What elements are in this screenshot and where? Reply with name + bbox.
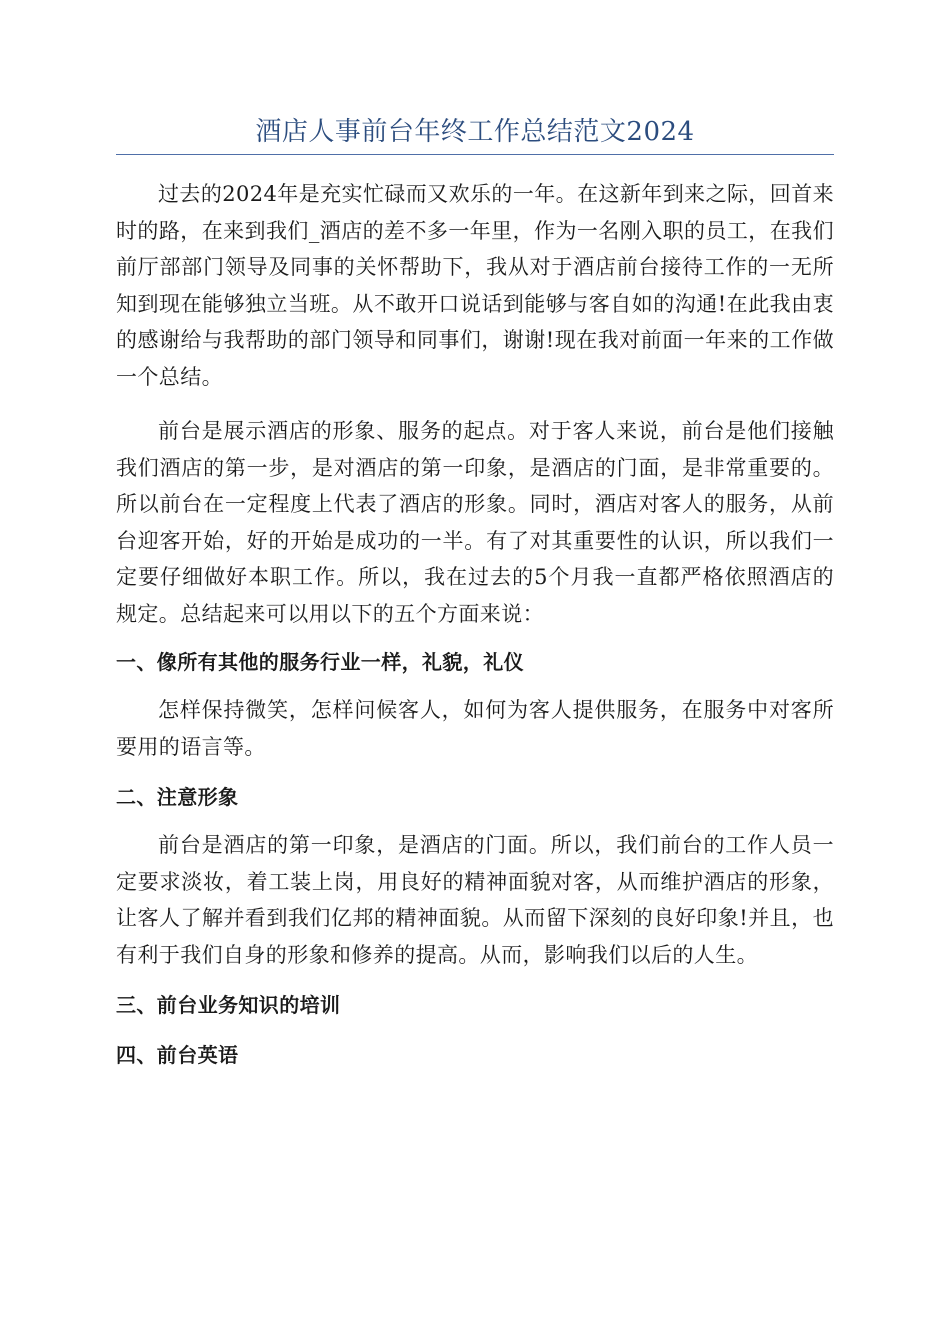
document-title: 酒店人事前台年终工作总结范文2024 [255,117,695,147]
document-body [116,176,834,1073]
title-underline [116,154,834,155]
front-desk-paragraph: 前台是展示酒店的形象、服务的起点。对于客人来说，前台是他们接触我们酒店的第一步，是对酒店的第一印象，是酒店的门面，是非常重要的。所以前台在一定程度上代表了酒店的形象。同时，酒店对客人的服务，从前台迎客开始，好的开始是成功的一半。有了对其重要性的认识，所以我们一定要仔细做好本职工作。所以，我在过去的5个月我一直都严格依照酒店的规定。总结起来可以用以下的五个方面来说： [116,419,834,626]
image-paragraph: 前台是酒店的第一印象，是酒店的门面。所以，我们前台的工作人员一定要求淡妆，着工装上岗，用良好的精神面貌对客，从而维护酒店的形象，让客人了解并看到我们亿邦的精神面貌。从而留下深刻的良好印象!并且，也有利于我们自身的形象和修养的提高。从而，影响我们以后的人生。 [116,833,834,967]
etiquette-paragraph: 怎样保持微笑，怎样问候客人，如何为客人提供服务，在服务中对客所要用的语言等。 [116,698,834,759]
intro-paragraph: 过去的2024年是充实忙碌而又欢乐的一年。在这新年到来之际，回首来时的路，在来到我们_酒店的差不多一年里，作为一名刚入职的员工，在我们前厅部部门领导及同事的关怀帮助下，我从对于酒店前台接待工作的一无所知到现在能够独立当班。从不敢开口说话到能够与客自如的沟通!在此我由衷的感谢给与我帮助的部门领导和同事们，谢谢!现在我对前面一年来的工作做一个总结。 [116,182,834,389]
section-heading-english: 四、前台英语 [116,1043,239,1067]
section-heading-image: 二、注意形象 [116,785,239,809]
section-heading-etiquette: 一、像所有其他的服务行业一样，礼貌，礼仪 [116,650,524,674]
section-heading-training: 三、前台业务知识的培训 [116,993,341,1017]
